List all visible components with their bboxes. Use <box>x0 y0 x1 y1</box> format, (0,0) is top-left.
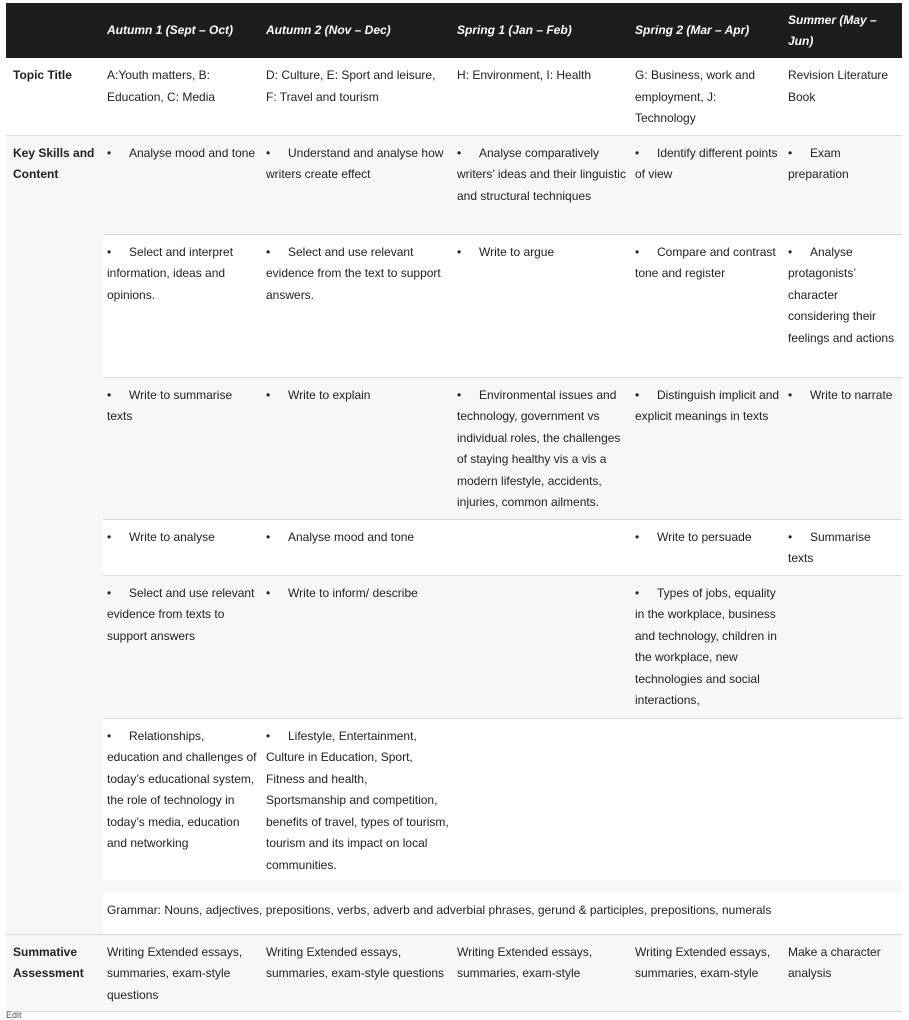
bullet: • <box>107 728 112 743</box>
bullet: • <box>788 529 793 544</box>
table-cell: D: Culture, E: Sport and leisure, F: Travel and tourism <box>262 58 453 135</box>
curriculum-table <box>6 3 902 1012</box>
table-cell: • Analyse mood and tone <box>103 135 262 234</box>
skills-row <box>6 718 902 886</box>
table-cell: • Write to analyse <box>103 519 262 575</box>
bullet: • <box>107 529 112 544</box>
table-cell: • Write to persuade <box>631 519 784 575</box>
table-cell <box>631 718 784 886</box>
curriculum-table-container <box>6 3 902 1012</box>
bullet: • <box>635 529 640 544</box>
table-cell: • Relationships, education and challenges of today’s educational system, the role of technology in today’s media, education and networking <box>103 718 262 886</box>
bullet: • <box>266 728 271 743</box>
summative-row <box>6 934 902 1011</box>
table-cell: Make a character analysis <box>784 934 902 1011</box>
table-cell: • Types of jobs, equality in the workplace, business and technology, children in the workplace, new technologies and social interactions, <box>631 575 784 718</box>
table-cell: • Exam preparation <box>784 135 902 234</box>
skills-row <box>6 234 902 377</box>
bullet: • <box>788 145 793 160</box>
table-cell: • Write to summarise texts <box>103 377 262 519</box>
footer-partial-text: Edit <box>6 1010 22 1020</box>
table-header-row <box>6 3 902 58</box>
table-cell: • Write to narrate <box>784 377 902 519</box>
bullet: • <box>266 145 271 160</box>
bullet: • <box>107 387 112 402</box>
table-cell: • Select and use relevant evidence from texts to support answers <box>103 575 262 718</box>
bullet: • <box>107 585 112 600</box>
table-cell: • Environmental issues and technology, government vs individual roles, the challenges of staying healthy vis a vis a modern lifestyle, accidents, injuries, common ailments. <box>453 377 631 519</box>
skills-row <box>6 519 902 575</box>
table-cell: • Identify different points of view <box>631 135 784 234</box>
table-cell: Writing Extended essays, summaries, exam-style questions <box>103 934 262 1011</box>
table-cell: • Write to argue <box>453 234 631 377</box>
bullet: • <box>266 529 271 544</box>
table-cell: • Understand and analyse how writers create effect <box>262 135 453 234</box>
grammar-row <box>6 886 902 934</box>
header-autumn-1: Autumn 1 (Sept – Oct) <box>107 23 234 37</box>
bullet: • <box>266 244 271 259</box>
bullet: • <box>107 145 112 160</box>
bullet: • <box>457 244 462 259</box>
table-cell: • Select and interpret information, ideas and opinions. <box>103 234 262 377</box>
bullet: • <box>107 244 112 259</box>
bullet: • <box>635 145 640 160</box>
header-spring-1: Spring 1 (Jan – Feb) <box>457 23 572 37</box>
bullet: • <box>266 387 271 402</box>
header-spring-2: Spring 2 (Mar – Apr) <box>635 23 750 37</box>
row-label-summative: Summative Assessment <box>6 934 103 1011</box>
table-cell <box>784 575 902 718</box>
table-cell: Revision Literature Book <box>784 58 902 135</box>
table-cell: • Compare and contrast tone and register <box>631 234 784 377</box>
row-label-key-skills: Key Skills and Content <box>6 135 103 886</box>
table-cell: • Lifestyle, Entertainment, Culture in Education, Sport, Fitness and health, Sportsmanship and competition, benefits of travel, types of tourism, tourism and its impact on local communities. <box>262 718 453 886</box>
bullet: • <box>788 387 793 402</box>
table-cell <box>453 575 631 718</box>
table-cell: Writing Extended essays, summaries, exam-style <box>453 934 631 1011</box>
grammar-row-label <box>6 886 103 934</box>
skills-row <box>6 575 902 718</box>
table-cell: Writing Extended essays, summaries, exam-style <box>631 934 784 1011</box>
bullet: • <box>457 387 462 402</box>
bullet: • <box>788 244 793 259</box>
bullet: • <box>457 145 462 160</box>
table-cell: A:Youth matters, B: Education, C: Media <box>103 58 262 135</box>
table-cell: • Distinguish implicit and explicit meanings in texts <box>631 377 784 519</box>
table-cell: • Summarise texts <box>784 519 902 575</box>
topic-title-row <box>6 58 902 135</box>
bullet: • <box>266 585 271 600</box>
header-summer: Summer (May – Jun) <box>788 12 877 48</box>
table-cell: • Write to inform/ describe <box>262 575 453 718</box>
header-autumn-2: Autumn 2 (Nov – Dec) <box>266 23 391 37</box>
table-cell: • Select and use relevant evidence from the text to support answers. <box>262 234 453 377</box>
skills-row <box>6 135 902 234</box>
grammar-text: Grammar: Nouns, adjectives, prepositions, verbs, adverb and adverbial phrases, gerund & participles, prepositions, numerals <box>103 886 902 934</box>
table-cell: • Analyse protagonists’ character considering their feelings and actions <box>784 234 902 377</box>
bullet: • <box>635 585 640 600</box>
table-cell <box>453 519 631 575</box>
bullet: • <box>635 244 640 259</box>
table-cell: Writing Extended essays, summaries, exam-style questions <box>262 934 453 1011</box>
table-cell: H: Environment, I: Health <box>453 58 631 135</box>
table-cell <box>453 718 631 886</box>
bullet: • <box>635 387 640 402</box>
table-cell: • Write to explain <box>262 377 453 519</box>
table-cell: • Analyse comparatively writers’ ideas and their linguistic and structural techniques <box>453 135 631 234</box>
table-cell: G: Business, work and employment, J: Technology <box>631 58 784 135</box>
skills-row <box>6 377 902 519</box>
header-corner <box>6 3 103 58</box>
row-label-topic: Topic Title <box>6 58 103 135</box>
table-cell <box>784 718 902 886</box>
table-cell: • Analyse mood and tone <box>262 519 453 575</box>
